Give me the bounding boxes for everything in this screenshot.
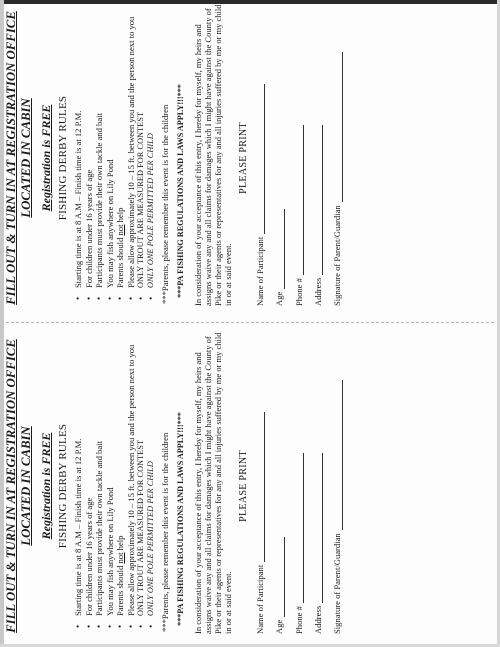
signature-label: Signature of Parent/Guardian <box>332 205 343 306</box>
please-print: PLEASE PRINT <box>238 450 250 522</box>
pa-regulations: ***PA FISHING REGULATIONS AND LAWS APPLY!!!*** <box>175 84 185 298</box>
phone-line[interactable] <box>295 125 304 275</box>
age-line[interactable] <box>276 537 285 617</box>
address-field[interactable] <box>313 4 323 306</box>
address-line[interactable] <box>314 453 323 603</box>
rule-text: Parents should <box>115 235 126 288</box>
waiver-text: In consideration of your acceptance of this entry, I hereby for myself, my heirs and assigns waive any and all claims for damages which I might have against the County of Pike or their agents or representatives for any and all injuries suffered by me or my child in or at said event. <box>192 332 234 634</box>
waiver-text: In consideration of your acceptance of this entry, I hereby for myself, my heirs and assigns waive any and all claims for damages which I might have against the County of Pike or their agents or representatives for any and all injuries suffered by me or my child in or at said event. <box>192 4 234 306</box>
rules-list <box>73 332 156 640</box>
rule-item: • Participants must provide their own tackle and bait <box>94 332 104 616</box>
rule-text: help <box>115 207 126 225</box>
registration-free: Registration is FREE <box>39 432 54 540</box>
rule-item: • For children under 16 years of age <box>84 332 94 616</box>
rule-item: • ONLY ONE POLE PERMITTED PER CHILD <box>146 332 156 616</box>
please-print: PLEASE PRINT <box>238 122 250 194</box>
rule-item: • Starting time is at 8 A.M – Finish time is at 12 P.M. <box>73 4 83 288</box>
cut-line <box>6 322 494 324</box>
phone-label: Phone # <box>293 278 304 306</box>
rule-item: • ONLY TROUT ARE MEASURED FOR CONTEST <box>136 4 146 288</box>
age-label: Age <box>274 291 285 306</box>
rule-item: • Please allow approximately 10 – 15 ft. between you and the person next to you <box>126 4 136 288</box>
rule-item: • For children under 16 years of age <box>84 4 94 288</box>
rule-emphasis: not <box>115 224 126 236</box>
address-line[interactable] <box>314 125 323 275</box>
name-field[interactable] <box>255 4 265 306</box>
age-field[interactable] <box>274 332 284 634</box>
pa-regulations: ***PA FISHING REGULATIONS AND LAWS APPLY!!!*** <box>175 412 185 626</box>
age-label: Age <box>274 619 285 634</box>
registration-form-lower <box>2 332 343 640</box>
phone-line[interactable] <box>295 453 304 603</box>
form-heading: FILL OUT & TURN IN AT REGISTRATION OFFICE LOCATED IN CABIN <box>4 339 34 633</box>
name-line[interactable] <box>256 412 265 562</box>
rule-item: • Please allow approximately 10 – 15 ft. between you and the person next to you <box>126 332 136 616</box>
signature-line[interactable] <box>334 380 343 530</box>
rule-item <box>115 4 125 288</box>
rule-item: • You may fish anywhere on Lily Pond <box>105 332 115 616</box>
name-field[interactable] <box>255 332 265 634</box>
phone-field[interactable] <box>294 4 304 306</box>
rule-emphasis: not <box>115 552 126 564</box>
signature-field[interactable] <box>332 332 342 634</box>
form-heading: FILL OUT & TURN IN AT REGISTRATION OFFICE LOCATED IN CABIN <box>4 11 34 305</box>
rules-list <box>73 4 156 312</box>
rules-title: FISHING DERBY RULES <box>56 95 69 221</box>
address-label: Address <box>313 605 323 634</box>
registration-form-upper <box>2 4 343 312</box>
registration-free: Registration is FREE <box>39 104 54 212</box>
signature-line[interactable] <box>334 52 343 202</box>
rule-item: • ONLY TROUT ARE MEASURED FOR CONTEST <box>136 332 146 616</box>
rule-text: Parents should <box>115 563 126 616</box>
signature-label: Signature of Parent/Guardian <box>332 533 343 634</box>
name-label: Name of Participant <box>254 564 265 634</box>
parents-note: ***Parents, please remember this event is for the children <box>160 104 171 304</box>
rule-item: • Starting time is at 8 A.M – Finish time is at 12 P.M. <box>73 332 83 616</box>
address-field[interactable] <box>313 332 323 634</box>
rules-title: FISHING DERBY RULES <box>56 423 69 549</box>
address-label: Address <box>313 277 323 306</box>
rule-item: • You may fish anywhere on Lily Pond <box>105 4 115 288</box>
rule-item: • ONLY ONE POLE PERMITTED PER CHILD <box>146 4 156 288</box>
rule-text: help <box>115 535 126 553</box>
signature-field[interactable] <box>332 4 342 306</box>
rule-item: • Participants must provide their own tackle and bait <box>94 4 104 288</box>
rule-item <box>115 332 125 616</box>
name-label: Name of Participant <box>254 236 265 306</box>
age-field[interactable] <box>274 4 284 306</box>
parents-note: ***Parents, please remember this event is for the children <box>160 432 171 632</box>
phone-field[interactable] <box>294 332 304 634</box>
age-line[interactable] <box>276 209 285 289</box>
phone-label: Phone # <box>293 606 304 634</box>
name-line[interactable] <box>256 84 265 234</box>
